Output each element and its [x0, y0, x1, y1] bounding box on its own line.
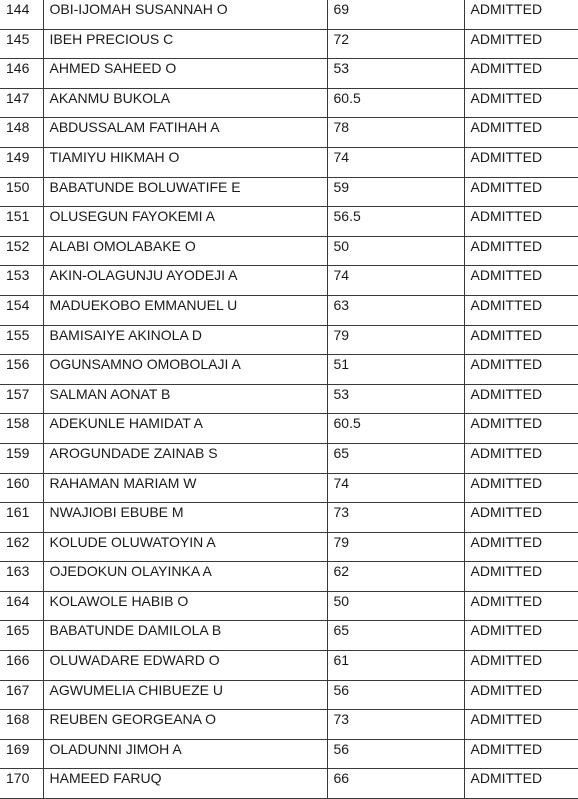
candidate-name-cell: OGUNSAMNO OMOBOLAJI A [43, 355, 327, 385]
candidate-name-cell: RAHAMAN MARIAM W [43, 473, 327, 503]
serial-number-cell: 163 [0, 562, 43, 592]
serial-number-cell: 153 [0, 266, 43, 296]
score-cell: 53 [327, 59, 464, 89]
candidate-name-cell: KOLUDE OLUWATOYIN A [43, 532, 327, 562]
serial-number-cell: 164 [0, 591, 43, 621]
score-cell: 60.5 [327, 414, 464, 444]
score-cell: 50 [327, 591, 464, 621]
score-cell: 66 [327, 769, 464, 799]
candidate-name-cell: OLUWADARE EDWARD O [43, 651, 327, 681]
table-row [0, 443, 578, 473]
score-cell: 73 [327, 503, 464, 533]
candidate-name-cell: TIAMIYU HIKMAH O [43, 147, 327, 177]
table-row [0, 562, 578, 592]
candidate-name-cell: AKIN-OLAGUNJU AYODEJI A [43, 266, 327, 296]
serial-number-cell: 162 [0, 532, 43, 562]
admission-status-cell: ADMITTED [464, 236, 578, 266]
serial-number-cell: 166 [0, 651, 43, 681]
admission-status-cell: ADMITTED [464, 739, 578, 769]
candidate-name-cell: AHMED SAHEED O [43, 59, 327, 89]
candidate-name-cell: BABATUNDE BOLUWATIFE E [43, 177, 327, 207]
serial-number-cell: 160 [0, 473, 43, 503]
candidate-name-cell: AROGUNDADE ZAINAB S [43, 443, 327, 473]
table-row [0, 88, 578, 118]
score-cell: 73 [327, 710, 464, 740]
serial-number-cell: 144 [0, 0, 43, 29]
candidate-name-cell: AKANMU BUKOLA [43, 88, 327, 118]
score-cell: 62 [327, 562, 464, 592]
score-cell: 74 [327, 147, 464, 177]
candidate-name-cell: AGWUMELIA CHIBUEZE U [43, 680, 327, 710]
score-cell: 65 [327, 621, 464, 651]
score-cell: 65 [327, 443, 464, 473]
score-cell: 79 [327, 532, 464, 562]
candidate-name-cell: OJEDOKUN OLAYINKA A [43, 562, 327, 592]
serial-number-cell: 168 [0, 710, 43, 740]
serial-number-cell: 154 [0, 295, 43, 325]
admission-status-cell: ADMITTED [464, 651, 578, 681]
table-row [0, 266, 578, 296]
serial-number-cell: 151 [0, 207, 43, 237]
table-row [0, 177, 578, 207]
score-cell: 63 [327, 295, 464, 325]
admission-status-cell: ADMITTED [464, 88, 578, 118]
table-row [0, 710, 578, 740]
table-row [0, 325, 578, 355]
admission-status-cell: ADMITTED [464, 473, 578, 503]
serial-number-cell: 152 [0, 236, 43, 266]
score-cell: 56.5 [327, 207, 464, 237]
table-row [0, 769, 578, 799]
score-cell: 53 [327, 384, 464, 414]
serial-number-cell: 149 [0, 147, 43, 177]
admission-status-cell: ADMITTED [464, 295, 578, 325]
score-cell: 78 [327, 118, 464, 148]
table-row [0, 59, 578, 89]
table-row [0, 651, 578, 681]
admission-status-cell: ADMITTED [464, 591, 578, 621]
candidate-name-cell: OBI-IJOMAH SUSANNAH O [43, 0, 327, 29]
admission-status-cell: ADMITTED [464, 118, 578, 148]
admission-status-cell: ADMITTED [464, 355, 578, 385]
admission-status-cell: ADMITTED [464, 710, 578, 740]
candidate-name-cell: MADUEKOBO EMMANUEL U [43, 295, 327, 325]
table-row [0, 739, 578, 769]
candidate-name-cell: SALMAN AONAT B [43, 384, 327, 414]
serial-number-cell: 147 [0, 88, 43, 118]
score-cell: 56 [327, 739, 464, 769]
serial-number-cell: 146 [0, 59, 43, 89]
table-row [0, 355, 578, 385]
admission-status-cell: ADMITTED [464, 532, 578, 562]
score-cell: 51 [327, 355, 464, 385]
serial-number-cell: 165 [0, 621, 43, 651]
serial-number-cell: 169 [0, 739, 43, 769]
admission-status-cell: ADMITTED [464, 384, 578, 414]
serial-number-cell: 148 [0, 118, 43, 148]
admission-status-cell: ADMITTED [464, 680, 578, 710]
table-row [0, 503, 578, 533]
admission-status-cell: ADMITTED [464, 177, 578, 207]
table-row [0, 680, 578, 710]
table-row [0, 295, 578, 325]
serial-number-cell: 159 [0, 443, 43, 473]
serial-number-cell: 158 [0, 414, 43, 444]
admission-status-cell: ADMITTED [464, 29, 578, 59]
score-cell: 50 [327, 236, 464, 266]
candidate-name-cell: ABDUSSALAM FATIHAH A [43, 118, 327, 148]
admission-status-cell: ADMITTED [464, 0, 578, 29]
serial-number-cell: 145 [0, 29, 43, 59]
candidate-name-cell: KOLAWOLE HABIB O [43, 591, 327, 621]
serial-number-cell: 167 [0, 680, 43, 710]
candidate-name-cell: IBEH PRECIOUS C [43, 29, 327, 59]
score-cell: 74 [327, 473, 464, 503]
admission-status-cell: ADMITTED [464, 443, 578, 473]
admission-status-cell: ADMITTED [464, 147, 578, 177]
table-row [0, 414, 578, 444]
serial-number-cell: 161 [0, 503, 43, 533]
table-row [0, 236, 578, 266]
table-row [0, 384, 578, 414]
admission-status-cell: ADMITTED [464, 414, 578, 444]
table-row [0, 118, 578, 148]
candidate-name-cell: ADEKUNLE HAMIDAT A [43, 414, 327, 444]
admission-status-cell: ADMITTED [464, 59, 578, 89]
admission-status-cell: ADMITTED [464, 503, 578, 533]
candidate-name-cell: HAMEED FARUQ [43, 769, 327, 799]
score-cell: 59 [327, 177, 464, 207]
candidate-name-cell: BABATUNDE DAMILOLA B [43, 621, 327, 651]
table-row [0, 591, 578, 621]
candidate-name-cell: ALABI OMOLABAKE O [43, 236, 327, 266]
score-cell: 61 [327, 651, 464, 681]
score-cell: 79 [327, 325, 464, 355]
table-row [0, 29, 578, 59]
score-cell: 74 [327, 266, 464, 296]
admission-status-cell: ADMITTED [464, 769, 578, 799]
score-cell: 72 [327, 29, 464, 59]
table-row [0, 473, 578, 503]
candidate-name-cell: BAMISAIYE AKINOLA D [43, 325, 327, 355]
candidate-name-cell: OLUSEGUN FAYOKEMI A [43, 207, 327, 237]
serial-number-cell: 156 [0, 355, 43, 385]
serial-number-cell: 150 [0, 177, 43, 207]
candidate-name-cell: OLADUNNI JIMOH A [43, 739, 327, 769]
score-cell: 69 [327, 0, 464, 29]
admission-status-cell: ADMITTED [464, 266, 578, 296]
table-row [0, 147, 578, 177]
table-row [0, 532, 578, 562]
admission-status-cell: ADMITTED [464, 562, 578, 592]
table-row [0, 0, 578, 29]
score-cell: 56 [327, 680, 464, 710]
serial-number-cell: 155 [0, 325, 43, 355]
table-row [0, 207, 578, 237]
admission-status-cell: ADMITTED [464, 325, 578, 355]
score-cell: 60.5 [327, 88, 464, 118]
serial-number-cell: 157 [0, 384, 43, 414]
table-row [0, 621, 578, 651]
admission-status-cell: ADMITTED [464, 207, 578, 237]
candidate-name-cell: NWAJIOBI EBUBE M [43, 503, 327, 533]
serial-number-cell: 170 [0, 769, 43, 799]
admission-status-cell: ADMITTED [464, 621, 578, 651]
candidate-name-cell: REUBEN GEORGEANA O [43, 710, 327, 740]
